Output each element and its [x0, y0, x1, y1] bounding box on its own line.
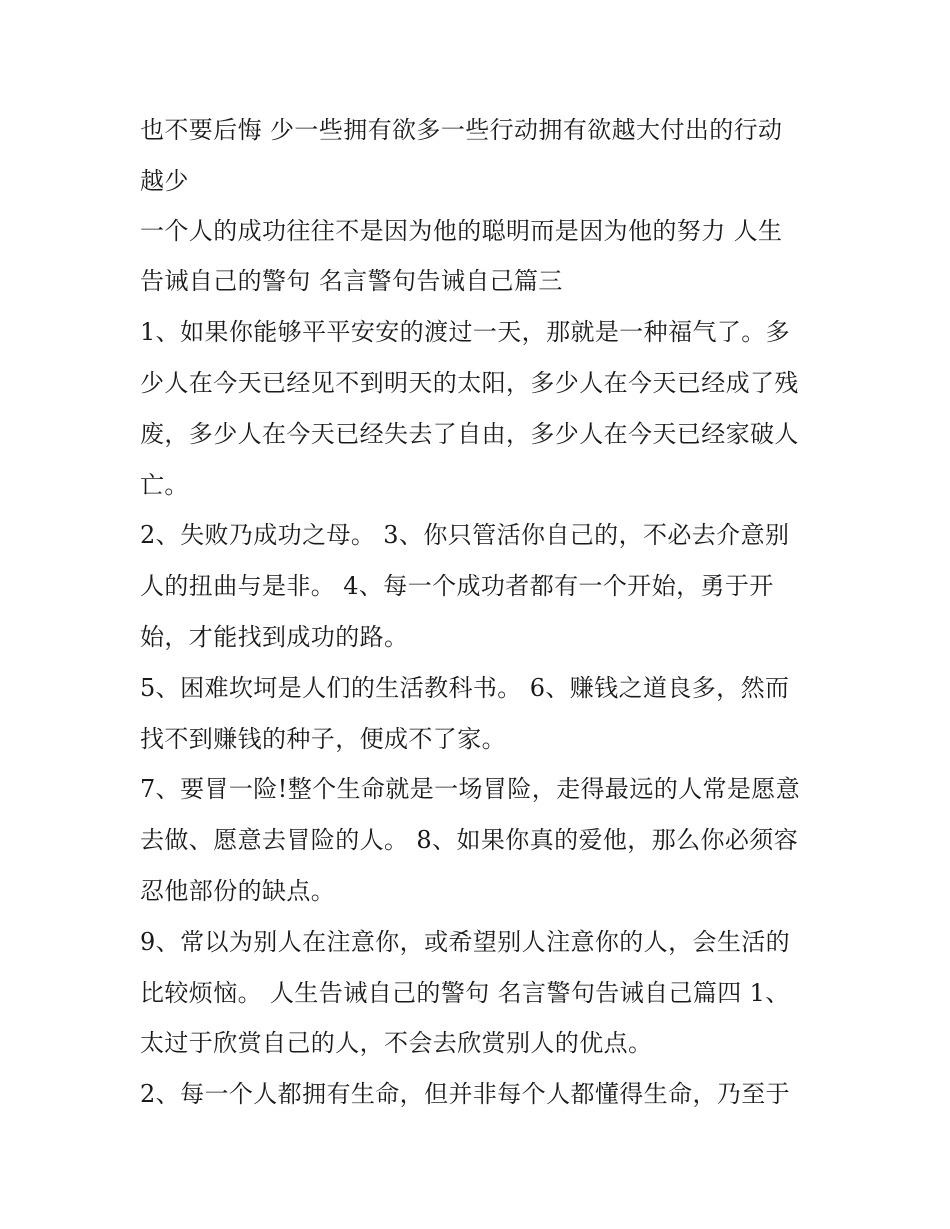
text-line: 2、失败乃成功之母。 3、你只管活你自己的，不必去介意别	[140, 521, 790, 549]
text-line: 一个人的成功往往不是因为他的聪明而是因为他的努力 人生	[140, 217, 783, 245]
text-line: 找不到赚钱的种子，便成不了家。	[140, 725, 506, 753]
text-line: 太过于欣赏自己的人，不会去欣赏别人的优点。	[140, 1029, 653, 1057]
text-line: 9、常以为别人在注意你，或希望别人注意你的人，会生活的	[140, 928, 791, 956]
text-line: 告诫自己的警句 名言警句告诫自己篇三	[140, 267, 563, 295]
text-line: 比较烦恼。 人生告诫自己的警句 名言警句告诫自己篇四 1、	[140, 979, 790, 1007]
text-line: 始，才能找到成功的路。	[140, 623, 409, 651]
text-line: 也不要后悔 少一些拥有欲多一些行动拥有欲越大付出的行动	[140, 116, 783, 144]
text-line: 去做、愿意去冒险的人。 8、如果你真的爱他，那么你必须容	[140, 826, 799, 854]
text-line: 7、要冒一险!整个生命就是一场冒险，走得最远的人常是愿意	[140, 775, 801, 803]
text-line: 1、如果你能够平平安安的渡过一天，那就是一种福气了。多	[140, 318, 791, 346]
text-line: 5、困难坎坷是人们的生活教科书。 6、赚钱之道良多，然而	[140, 674, 790, 702]
text-line: 越少	[140, 167, 189, 195]
text-line: 亡。	[140, 471, 189, 499]
text-line: 人的扭曲与是非。 4、每一个成功者都有一个开始，勇于开	[140, 572, 774, 600]
text-line: 2、每一个人都拥有生命，但并非每个人都懂得生命，乃至于	[140, 1080, 791, 1108]
text-line: 少人在今天已经见不到明天的太阳，多少人在今天已经成了残	[140, 369, 799, 397]
text-line: 忍他部份的缺点。	[140, 877, 336, 905]
text-line: 废，多少人在今天已经失去了自由，多少人在今天已经家破人	[140, 420, 799, 448]
